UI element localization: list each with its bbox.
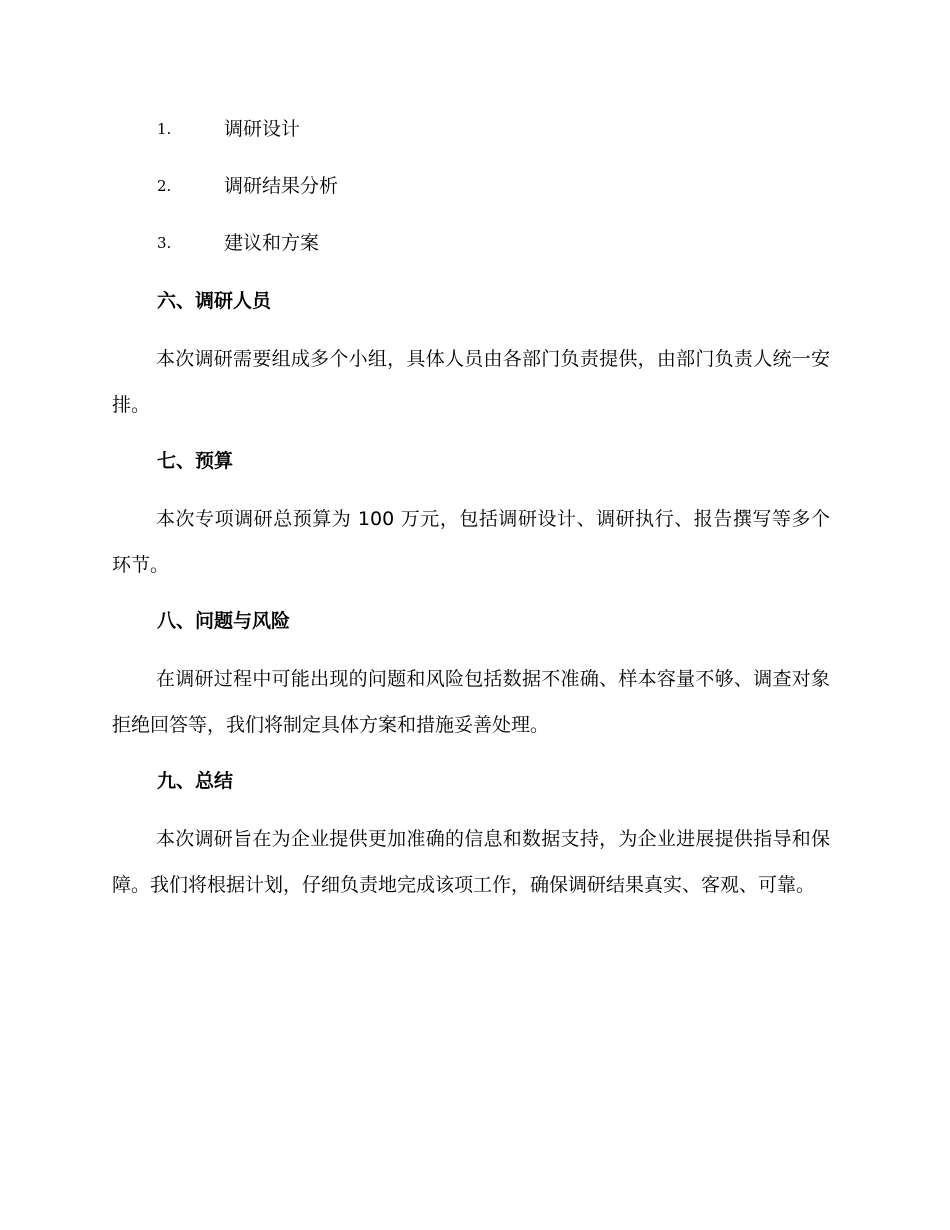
list-number: 1.: [157, 120, 172, 138]
list-text: 调研结果分析: [224, 175, 339, 197]
list-number: 2.: [157, 177, 172, 195]
section-heading-budget: 七、预算: [157, 450, 234, 472]
section-paragraph-budget: 本次专项调研总预算为 100 万元，包括调研设计、调研执行、报告撰写等多个环节。: [112, 508, 830, 576]
section-paragraph-risks: 在调研过程中可能出现的问题和风险包括数据不准确、样本容量不够、调查对象拒绝回答等，我们将制定具体方案和措施妥善处理。: [112, 668, 830, 736]
section-paragraph-summary: 本次调研旨在为企业提供更加准确的信息和数据支持，为企业进展提供指导和保障。我们将根据计划，仔细负责地完成该项工作，确保调研结果真实、客观、可靠。: [112, 828, 830, 896]
list-number: 3.: [157, 234, 172, 252]
list-text: 调研设计: [224, 118, 301, 140]
list-text: 建议和方案: [224, 232, 320, 254]
section-heading-risks: 八、问题与风险: [157, 610, 291, 632]
section-paragraph-personnel: 本次调研需要组成多个小组，具体人员由各部门负责提供，由部门负责人统一安排。: [112, 348, 830, 416]
section-heading-personnel: 六、调研人员: [157, 290, 272, 312]
section-heading-summary: 九、总结: [157, 770, 234, 792]
